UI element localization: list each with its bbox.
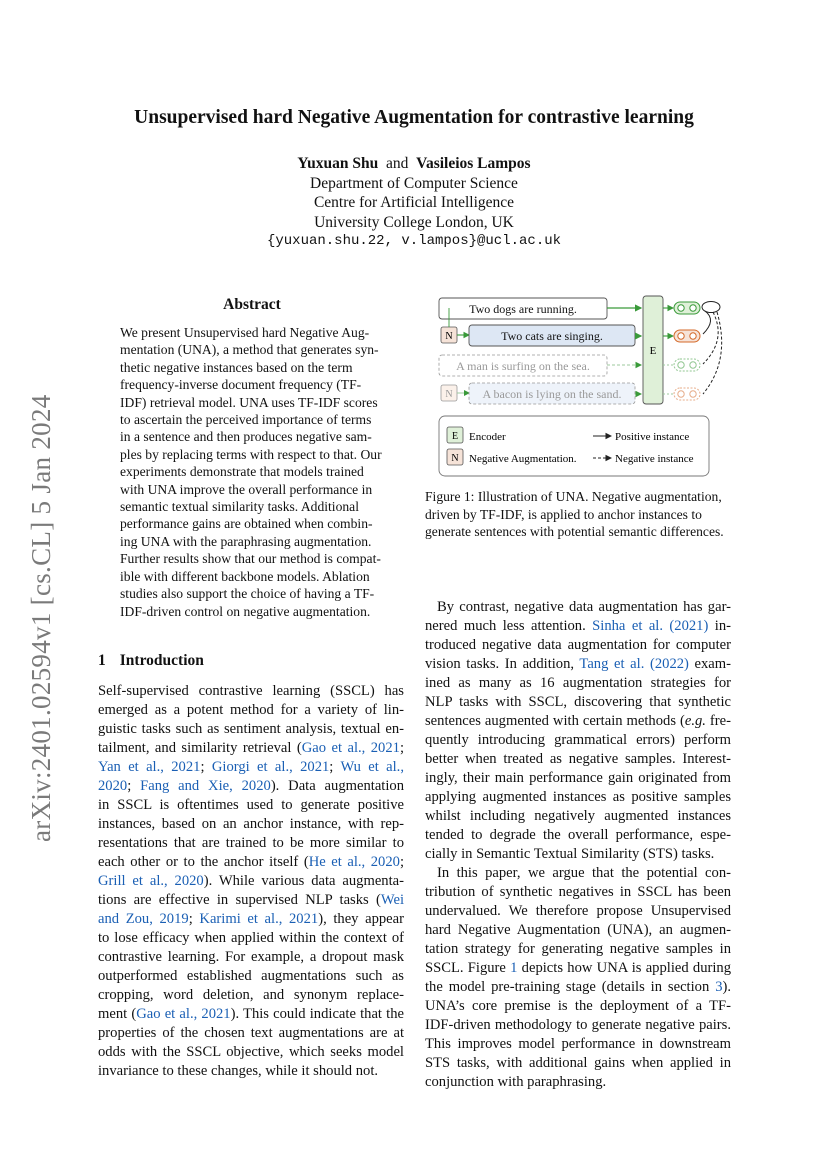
- text-line: [425, 769, 731, 788]
- text-line: [98, 910, 404, 929]
- text-line: [425, 655, 731, 674]
- arxiv-identifier: arXiv:2401.02594v1 [cs.CL] 5 Jan 2024: [26, 394, 56, 842]
- sentence-2: Two cats are singing.: [501, 329, 603, 343]
- text-span: IDF-driven methodology to generate negative pairs.: [425, 1017, 731, 1033]
- text-line: [425, 826, 731, 845]
- text-span: exam-: [688, 656, 731, 672]
- text-line: [425, 959, 731, 978]
- text-line: [98, 739, 404, 758]
- abstract-line: semantic textual similarity tasks. Additional: [120, 499, 359, 515]
- figure-1: [425, 290, 731, 480]
- text-span: ;: [127, 778, 141, 794]
- abstract-line: ing UNA with the paraphrasing augmentation.: [120, 533, 372, 549]
- citation-link[interactable]: and Zou, 2019: [98, 911, 189, 927]
- section-number: 1: [98, 652, 106, 669]
- abstract-line: to ascertain the perceived importance of terms: [120, 412, 372, 428]
- author-and: and: [386, 155, 409, 172]
- text-span: resentations that are trained to be more similar to: [98, 835, 404, 851]
- text-span: depicts how UNA is applied during: [517, 960, 731, 976]
- text-line: [425, 921, 731, 940]
- citation-link[interactable]: 3: [715, 979, 723, 995]
- text-line: [425, 712, 731, 731]
- encoder-label: E: [649, 345, 657, 357]
- text-span: tions are effective in supervised NLP tasks (: [98, 892, 381, 908]
- citation-link[interactable]: Gao et al., 2021: [136, 1006, 231, 1022]
- text-line: [425, 788, 731, 807]
- text-line: [425, 731, 731, 750]
- figure-legend: [439, 416, 709, 476]
- text-span: ). This could indicate that the: [230, 1006, 404, 1022]
- text-span: better when treated as negative samples. Interest-: [425, 751, 731, 767]
- figure-1-caption: [425, 488, 731, 541]
- text-span: e.g.: [684, 713, 706, 729]
- text-line: [98, 929, 404, 948]
- text-line: [98, 777, 404, 796]
- figure-1-diagram: [425, 290, 731, 480]
- text-line: [425, 845, 731, 864]
- text-span: troduced negative data augmentation for computer: [425, 637, 731, 653]
- anchor-ellipse: [702, 302, 720, 313]
- citation-link[interactable]: 2020: [98, 778, 128, 794]
- section-title: Introduction: [119, 652, 204, 669]
- caption-line: Figure 1: Illustration of UNA. Negative augmentation,: [425, 489, 722, 504]
- text-span: Self-supervised contrastive learning (SSCL) has: [98, 683, 404, 699]
- text-span: nered much less attention.: [425, 618, 593, 634]
- text-span: quently introducing grammatical errors) perform: [425, 732, 731, 748]
- embedding-3: [674, 359, 700, 371]
- text-line: [425, 940, 731, 959]
- text-line: [98, 720, 404, 739]
- abstract-line: Further results show that our method is compat-: [120, 551, 381, 567]
- text-span: ment (: [98, 1006, 137, 1022]
- text-line: [98, 682, 404, 701]
- text-span: undervalued. We therefore propose Unsupervised: [425, 903, 731, 919]
- citation-link[interactable]: Gao et al., 2021: [301, 740, 400, 756]
- abstract-line: thetic negative instances based on the term: [120, 359, 353, 375]
- text-line: [425, 693, 731, 712]
- text-span: tailment, and similarity retrieval (: [98, 740, 302, 756]
- text-line: [98, 701, 404, 720]
- text-line: [98, 1043, 404, 1062]
- text-line: [425, 1035, 731, 1054]
- text-line: [98, 1005, 404, 1024]
- text-line: [425, 750, 731, 769]
- text-line: [98, 872, 404, 891]
- text-span: In this paper, we argue that the potential con-: [437, 865, 731, 881]
- text-span: STS tasks, with additional gains when applied in: [425, 1055, 731, 1071]
- author-email: {yuxuan.shu.22, v.lampos}@ucl.ac.uk: [266, 233, 562, 249]
- text-line: [425, 902, 731, 921]
- embedding-1: [674, 302, 700, 314]
- text-line: [425, 674, 731, 693]
- text-line: [425, 997, 731, 1016]
- text-line: [425, 978, 731, 997]
- text-line: [425, 1073, 731, 1092]
- text-line: [98, 815, 404, 834]
- caption-line: generate sentences with potential semantic differences.: [425, 524, 724, 540]
- text-span: ). While various data augmenta-: [203, 873, 404, 889]
- text-line: [425, 864, 731, 883]
- neg-aug-label-1: N: [445, 331, 453, 342]
- citation-link[interactable]: Fang and Xie, 2020: [140, 778, 271, 794]
- text-span: odds with the SSCL objective, which seeks model: [98, 1044, 404, 1060]
- citation-link[interactable]: Grill et al., 2020: [98, 873, 204, 889]
- text-span: tribution of synthetic negatives in SSCL has been: [425, 884, 731, 900]
- introduction-body: [98, 682, 404, 1081]
- text-span: SSCL. Figure: [425, 960, 511, 976]
- text-span: ), they appear: [318, 911, 404, 927]
- text-span: vision tasks. In addition,: [425, 656, 580, 672]
- abstract-line: mentation (UNA), a method that generates syn-: [120, 342, 379, 358]
- text-span: ;: [329, 759, 341, 775]
- text-span: ;: [200, 759, 212, 775]
- sentence-3: A man is surfing on the sea.: [456, 359, 590, 373]
- text-span: whilst including negatively augmented instances: [425, 808, 731, 824]
- text-line: [98, 986, 404, 1005]
- text-span: ).: [722, 979, 731, 995]
- abstract-heading: Abstract: [223, 296, 281, 313]
- positive-pair-arrow: [703, 311, 711, 334]
- text-line: [98, 796, 404, 815]
- text-span: instances, based on an anchor instance, with rep-: [98, 816, 404, 832]
- text-line: [425, 1054, 731, 1073]
- text-span: ingly, their main performance gain originated from: [425, 770, 731, 786]
- text-line: [425, 617, 731, 636]
- sentence-4: A bacon is lying on the sand.: [482, 387, 622, 401]
- paper-title: Unsupervised hard Negative Augmentation for contrastive learning: [134, 107, 694, 128]
- text-line: [425, 807, 731, 826]
- text-span: cially in Semantic Textual Similarity (STS) tasks.: [425, 846, 715, 862]
- legend-encoder: Encoder: [469, 431, 506, 443]
- text-line: [425, 636, 731, 655]
- text-line: [98, 948, 404, 967]
- text-span: cropping, word deletion, and synonym replace-: [98, 987, 404, 1003]
- legend-negative: Negative instance: [615, 453, 694, 465]
- text-span: contrastive learning. For example, a dropout mask: [98, 949, 404, 965]
- legend-e-key: E: [451, 431, 459, 442]
- abstract-line: performance gains are obtained when combin-: [120, 516, 373, 532]
- citation-link[interactable]: Wei: [380, 892, 404, 908]
- text-line: [98, 758, 404, 777]
- citation-link[interactable]: Sinha et al. (2021): [592, 618, 709, 634]
- text-line: [425, 883, 731, 902]
- abstract-line: with UNA improve the overall performance in: [120, 481, 373, 497]
- citation-link[interactable]: Wu et al.,: [340, 759, 404, 775]
- abstract-line: experiments demonstrate that models trained: [120, 464, 364, 480]
- text-span: ined as many as 16 augmentation strategies for: [425, 675, 731, 691]
- text-span: to lose efficacy when applied within the context of: [98, 930, 404, 946]
- text-span: tation strategy for generating negative samples in: [425, 941, 731, 957]
- neg-aug-label-2: N: [445, 389, 453, 400]
- citation-link[interactable]: Tang et al. (2022): [579, 656, 689, 672]
- text-line: [98, 891, 404, 910]
- text-span: ;: [399, 854, 404, 870]
- abstract-line: studies also support the choice of having a TF-: [120, 586, 375, 602]
- citation-link[interactable]: Giorgi et al., 2021: [211, 759, 330, 775]
- text-span: NLP tasks with SSCL, discovering that synthetic: [425, 694, 731, 710]
- text-line: [98, 1024, 404, 1043]
- text-span: in SSCL is oftentimes used to generate positive: [98, 797, 404, 813]
- text-span: emerged as a potent method for a variety of lin-: [98, 702, 404, 718]
- text-span: tended to degrade the overall performance, espe-: [425, 827, 731, 843]
- author-1: Yuxuan Shu: [297, 155, 379, 172]
- abstract-line: IDF) retrieval model. UNA uses TF-IDF scores: [120, 394, 378, 410]
- text-line: [425, 598, 731, 617]
- text-line: [425, 1016, 731, 1035]
- text-span: This improves model performance in downstream: [425, 1036, 731, 1052]
- embedding-2: [674, 330, 700, 342]
- text-span: guistic tasks such as sentiment analysis, textual en-: [98, 721, 404, 737]
- citation-link[interactable]: 1: [510, 960, 518, 976]
- abstract-line: in a sentence and then produces negative sam-: [120, 429, 372, 445]
- text-span: invariance to these changes, while it should not.: [98, 1063, 379, 1079]
- text-span: the model pre-training stage (details in section: [425, 979, 716, 995]
- legend-positive: Positive instance: [615, 431, 690, 443]
- text-span: properties of the chosen text augmentations are at: [98, 1025, 404, 1041]
- citation-link[interactable]: He et al., 2020: [308, 854, 400, 870]
- text-span: ;: [188, 911, 200, 927]
- text-span: hard Negative Augmentation (UNA), an augmen-: [425, 922, 731, 938]
- citation-link[interactable]: Yan et al., 2021: [98, 759, 201, 775]
- abstract-line: We present Unsupervised hard Negative Aug-: [120, 325, 370, 340]
- affiliation-3: University College London, UK: [314, 213, 514, 231]
- affiliation-2: Centre for Artificial Intelligence: [313, 194, 515, 211]
- text-line: [98, 853, 404, 872]
- embedding-4: [674, 388, 700, 400]
- text-line: [98, 967, 404, 986]
- section-heading-introduction: [98, 652, 218, 670]
- author-names: [0, 154, 828, 174]
- text-span: UNA’s core premise is the deployment of a TF-: [425, 998, 731, 1014]
- text-span: fre-: [705, 713, 731, 729]
- abstract-line: frequency-inverse document frequency (TF-: [120, 377, 362, 393]
- author-block: [0, 154, 828, 252]
- text-span: ). Data augmentation: [270, 778, 404, 794]
- sentence-1: Two dogs are running.: [469, 302, 577, 316]
- abstract-line: ples by replacing terms with respect to that. Our: [120, 446, 382, 462]
- author-2: Vasileios Lampos: [416, 155, 531, 172]
- text-line: [98, 834, 404, 853]
- text-span: conjunction with paraphrasing.: [425, 1074, 607, 1090]
- abstract-body: [120, 324, 384, 620]
- text-span: outperformed established augmentations such as: [98, 968, 404, 984]
- text-span: each other or to the anchor itself (: [98, 854, 309, 870]
- text-span: ;: [399, 740, 404, 756]
- text-span: sentences augmented with certain methods (: [425, 713, 685, 729]
- caption-line: driven by TF-IDF, is applied to anchor instances to: [425, 506, 702, 522]
- text-span: applying augmented instances as positive samples: [425, 789, 731, 805]
- legend-neg-aug: Negative Augmentation.: [469, 453, 577, 465]
- abstract-line: IDF-driven control on negative augmentation.: [120, 603, 371, 619]
- legend-n-key: N: [451, 453, 459, 464]
- citation-link[interactable]: Karimi et al., 2021: [199, 911, 319, 927]
- abstract-line: ible with different backbone models. Ablation: [120, 568, 370, 584]
- text-span: in-: [708, 618, 731, 634]
- text-line: [98, 1062, 404, 1081]
- right-column-body: [425, 598, 731, 1092]
- text-span: By contrast, negative data augmentation has gar-: [437, 599, 731, 615]
- affiliation-1: Department of Computer Science: [310, 174, 518, 192]
